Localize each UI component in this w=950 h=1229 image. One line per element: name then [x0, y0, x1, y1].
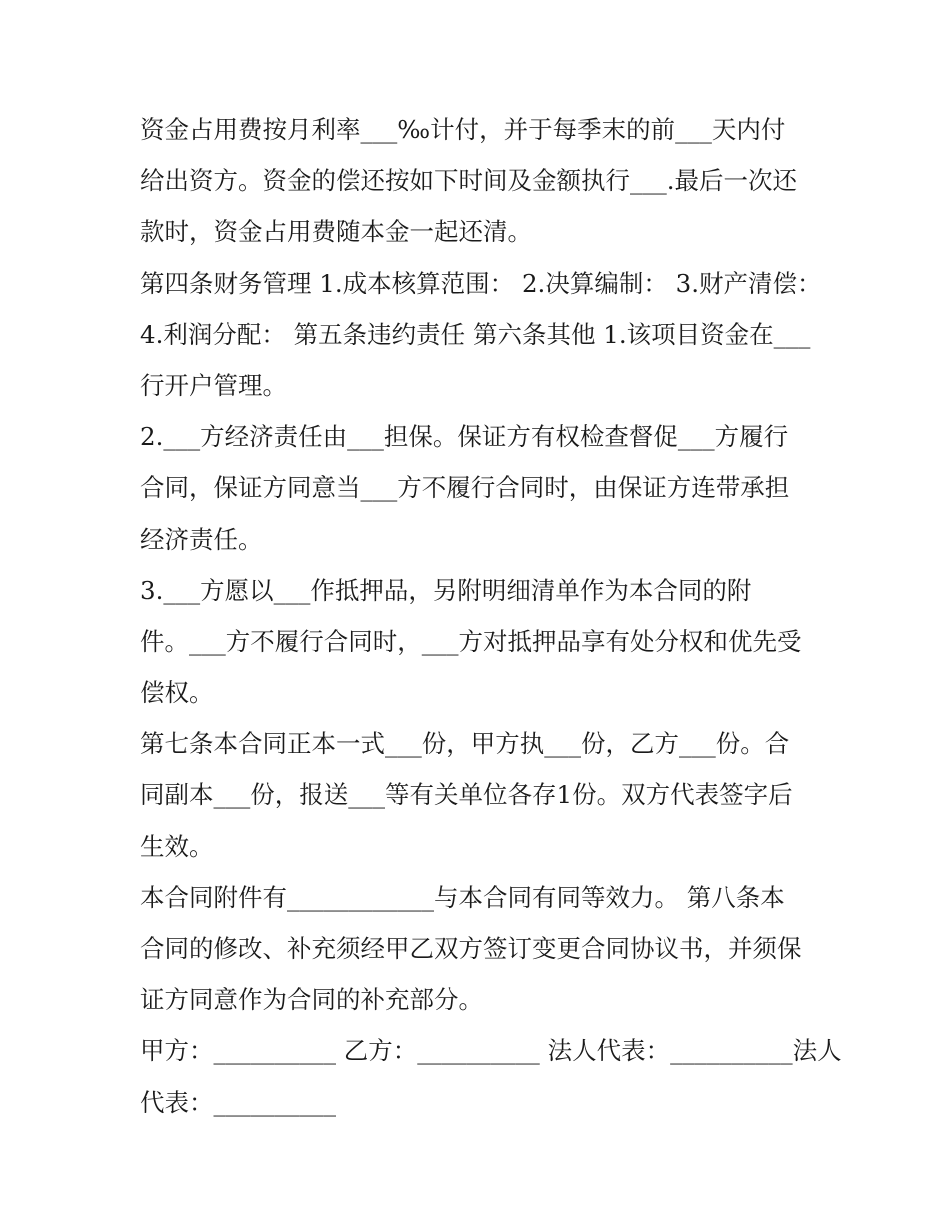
text-line: 偿权。: [140, 678, 214, 708]
text-line: 经济责任。: [140, 524, 263, 554]
text-line: 2.___方经济责任由___担保。保证方有权检查督促___方履行: [140, 422, 789, 452]
text-line: 第七条本合同正本一式___份，甲方执___份，乙方___份。合: [140, 729, 790, 759]
text-line: 生效。: [140, 831, 214, 861]
text-line: 3.___方愿以___作抵押品，另附明细清单作为本合同的附: [140, 575, 752, 605]
text-line: 同副本___份，报送___等有关单位各存1份。双方代表签字后: [140, 780, 793, 810]
signature-line: 甲方：__________ 乙方：__________ 法人代表：__________法人: [140, 1036, 842, 1066]
text-line: 合同的修改、补充须经甲乙双方签订变更合同协议书，并须保: [140, 934, 802, 963]
text-line: 第四条财务管理 1.成本核算范围： 2.决算编制： 3.财产清偿：: [140, 268, 822, 298]
text-line: 4.利润分配： 第五条违约责任 第六条其他 1.该项目资金在___: [140, 319, 811, 349]
signature-line: 代表：__________: [140, 1087, 336, 1117]
text-line: 给出资方。资金的偿还按如下时间及金额执行___.最后一次还: [140, 166, 798, 196]
contract-text-body: [140, 104, 842, 1128]
text-line: 资金占用费按月利率___‰计付，并于每季末的前___天内付: [140, 115, 786, 144]
text-line: 合同，保证方同意当___方不履行合同时，由保证方连带承担: [140, 473, 790, 503]
text-line: 款时，资金占用费随本金一起还清。: [140, 217, 532, 247]
text-line: 行开户管理。: [140, 370, 287, 400]
text-line: 件。___方不履行合同时，___方对抵押品享有处分权和优先受: [140, 626, 802, 656]
text-line: 证方同意作为合同的补充部分。: [140, 985, 483, 1015]
text-line: 本合同附件有____________与本合同有同等效力。 第八条本: [140, 882, 785, 912]
